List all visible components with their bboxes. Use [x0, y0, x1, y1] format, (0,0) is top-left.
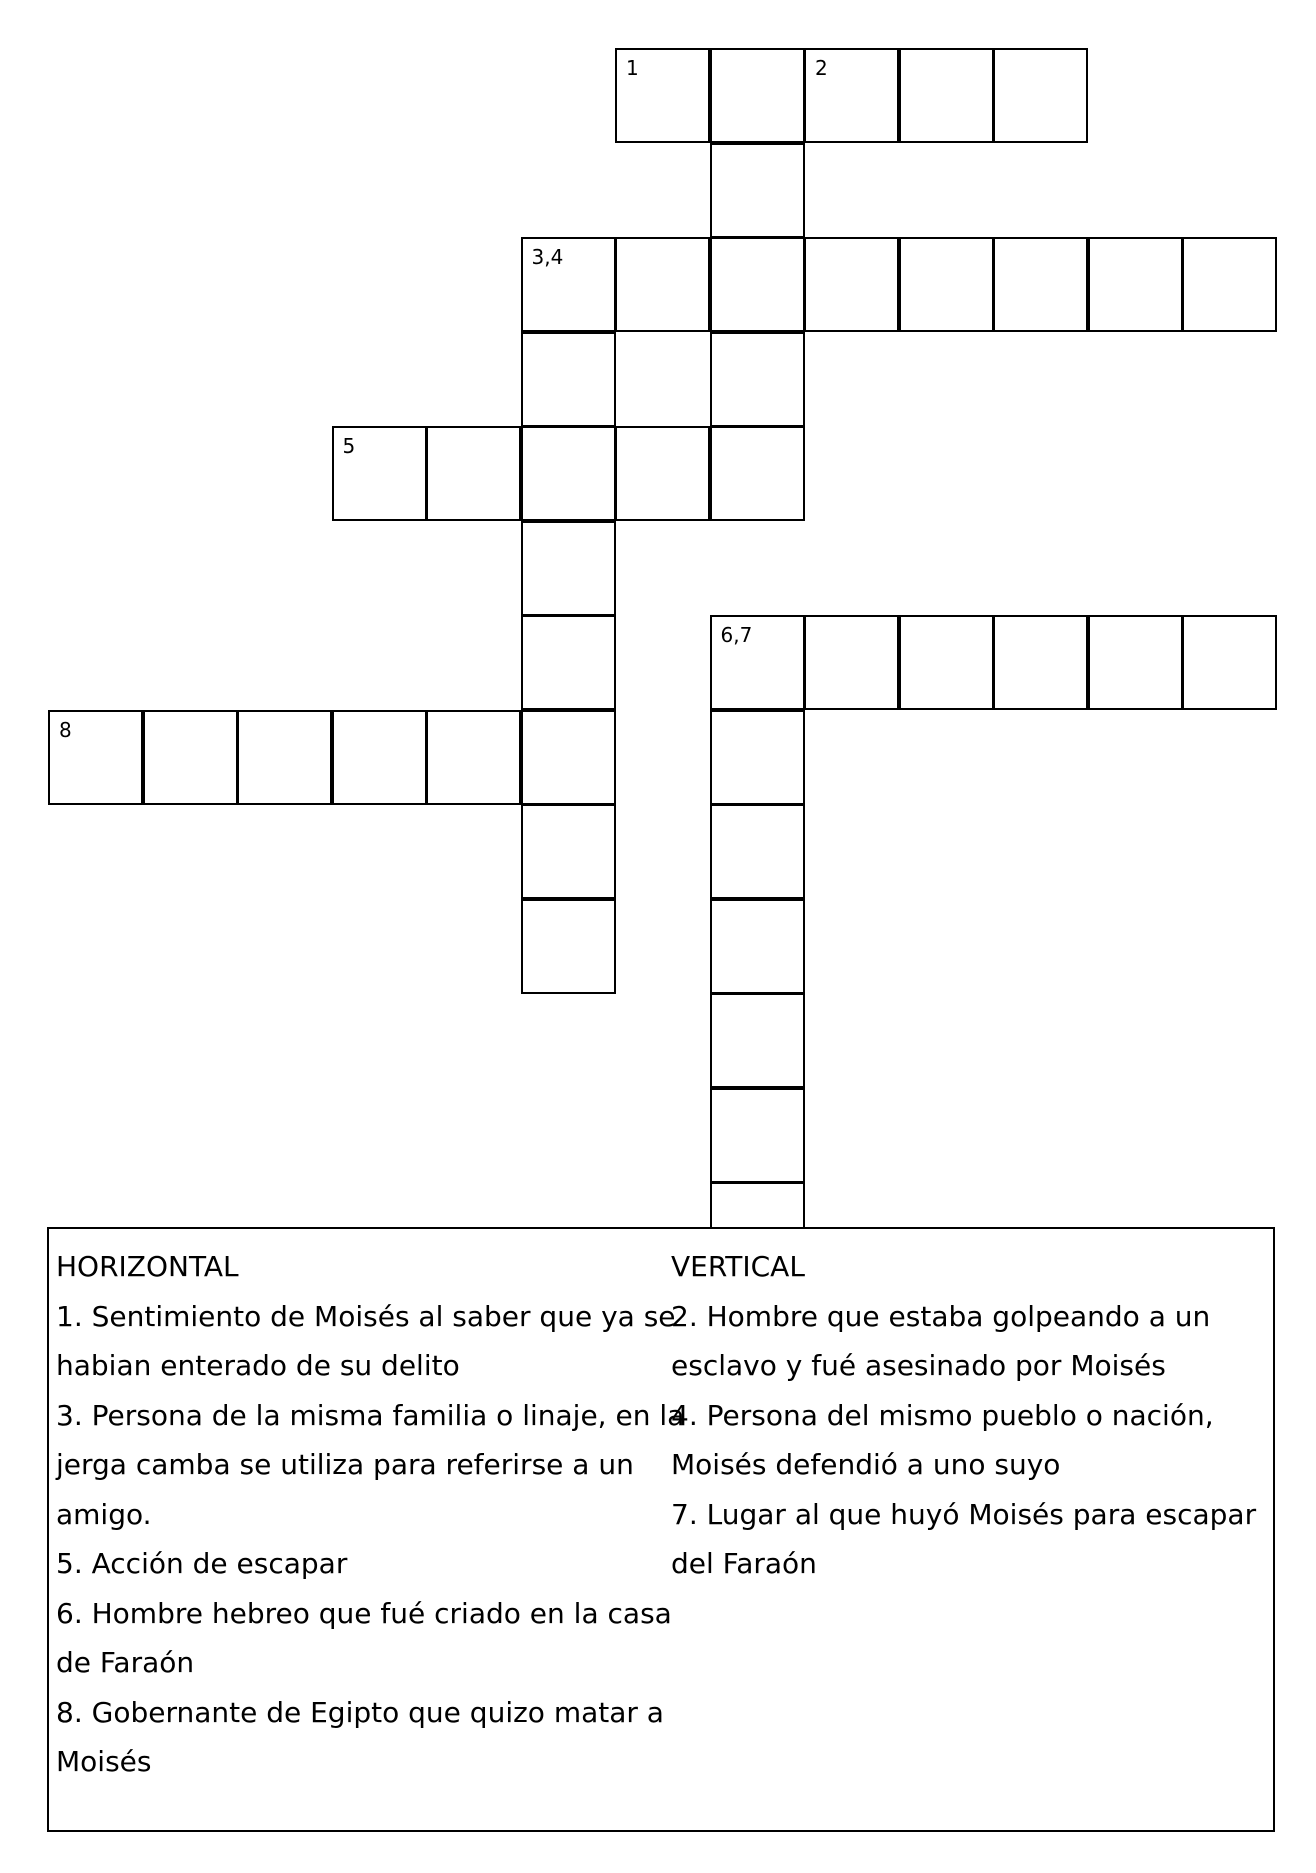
grid-cell[interactable] [804, 237, 899, 332]
grid-cell[interactable] [993, 615, 1088, 710]
horizontal-clue-line: jerga camba se utiliza para referirse a un [56, 1448, 634, 1481]
vertical-clue-line: 2. Hombre que estaba golpeando a un [671, 1299, 1211, 1333]
horizontal-clue-line: 3. Persona de la misma familia o linaje, en la [56, 1398, 685, 1432]
horizontal-clue-line: amigo. [56, 1497, 152, 1531]
clue-number: 6,7 [720, 623, 753, 647]
grid-cell[interactable] [1182, 615, 1277, 710]
clue-number: 1 [626, 56, 639, 80]
clue-number: 5 [342, 434, 356, 458]
grid-cell[interactable] [521, 804, 616, 899]
horizontal-clue-line: Moisés [56, 1745, 152, 1778]
grid-cell[interactable] [237, 710, 332, 805]
horizontal-clues [56, 1242, 685, 1787]
clue-number: 3,4 [531, 245, 564, 269]
grid-cell[interactable] [332, 710, 427, 805]
grid-cell[interactable] [710, 1088, 805, 1183]
grid-cell[interactable] [521, 899, 616, 994]
grid-cell[interactable] [710, 615, 805, 710]
vertical-clues [671, 1242, 1271, 1589]
vertical-clue-line: 7. Lugar al que huyó Moisés para escapar [671, 1497, 1257, 1531]
grid-cell[interactable] [899, 615, 994, 710]
grid-cell[interactable] [710, 143, 805, 238]
horizontal-clue-line: 1. Sentimiento de Moisés al saber que ya se [56, 1299, 676, 1333]
grid-cell[interactable] [710, 332, 805, 427]
vertical-heading: VERTICAL [671, 1250, 805, 1283]
grid-cell[interactable] [521, 710, 616, 805]
grid-cell[interactable] [710, 804, 805, 899]
grid-cell[interactable] [426, 426, 521, 521]
grid-cell[interactable] [521, 615, 616, 710]
horizontal-clue-line: 6. Hombre hebreo que fué criado en la casa [56, 1596, 672, 1630]
grid-cell[interactable] [1182, 237, 1277, 332]
grid-cell[interactable] [521, 237, 616, 332]
vertical-clue-line: esclavo y fué asesinado por Moisés [671, 1349, 1166, 1382]
grid-cell[interactable] [710, 710, 805, 805]
grid-cell[interactable] [710, 48, 805, 143]
grid-cell[interactable] [48, 710, 143, 805]
grid-cell[interactable] [710, 899, 805, 994]
grid-cell[interactable] [615, 426, 710, 521]
grid-cell[interactable] [521, 521, 616, 616]
grid-cell[interactable] [899, 48, 994, 143]
clue-number: 2 [815, 56, 828, 80]
horizontal-heading: HORIZONTAL [56, 1250, 239, 1283]
grid-cell[interactable] [804, 615, 899, 710]
grid-cell[interactable] [143, 710, 238, 805]
horizontal-clue-line: 5. Acción de escapar [56, 1547, 348, 1580]
clue-number: 8 [59, 717, 72, 742]
vertical-clue-line: 4. Persona del mismo pueblo o nación, [671, 1398, 1214, 1432]
grid-cell[interactable] [332, 426, 427, 521]
grid-cell[interactable] [710, 237, 805, 332]
horizontal-clue-line: habian enterado de su delito [56, 1349, 460, 1382]
grid-cell[interactable] [710, 426, 805, 521]
grid-cell[interactable] [521, 332, 616, 427]
grid-cell[interactable] [1088, 615, 1183, 710]
horizontal-clue-line: de Faraón [56, 1646, 195, 1679]
horizontal-clue-line: 8. Gobernante de Egipto que quizo matar a [56, 1695, 664, 1729]
grid-cell[interactable] [615, 237, 710, 332]
grid-cell[interactable] [993, 48, 1088, 143]
grid-cell[interactable] [710, 993, 805, 1088]
grid-cell[interactable] [899, 237, 994, 332]
grid-cell[interactable] [993, 237, 1088, 332]
clues-box [47, 1227, 1275, 1832]
vertical-clue-line: Moisés defendió a uno suyo [671, 1448, 1061, 1481]
vertical-clue-line: del Faraón [671, 1547, 817, 1580]
grid-cell[interactable] [521, 426, 616, 521]
grid-cell[interactable] [426, 710, 521, 805]
grid-cell[interactable] [615, 48, 710, 143]
grid-cell[interactable] [804, 48, 899, 143]
grid-cell[interactable] [1088, 237, 1183, 332]
